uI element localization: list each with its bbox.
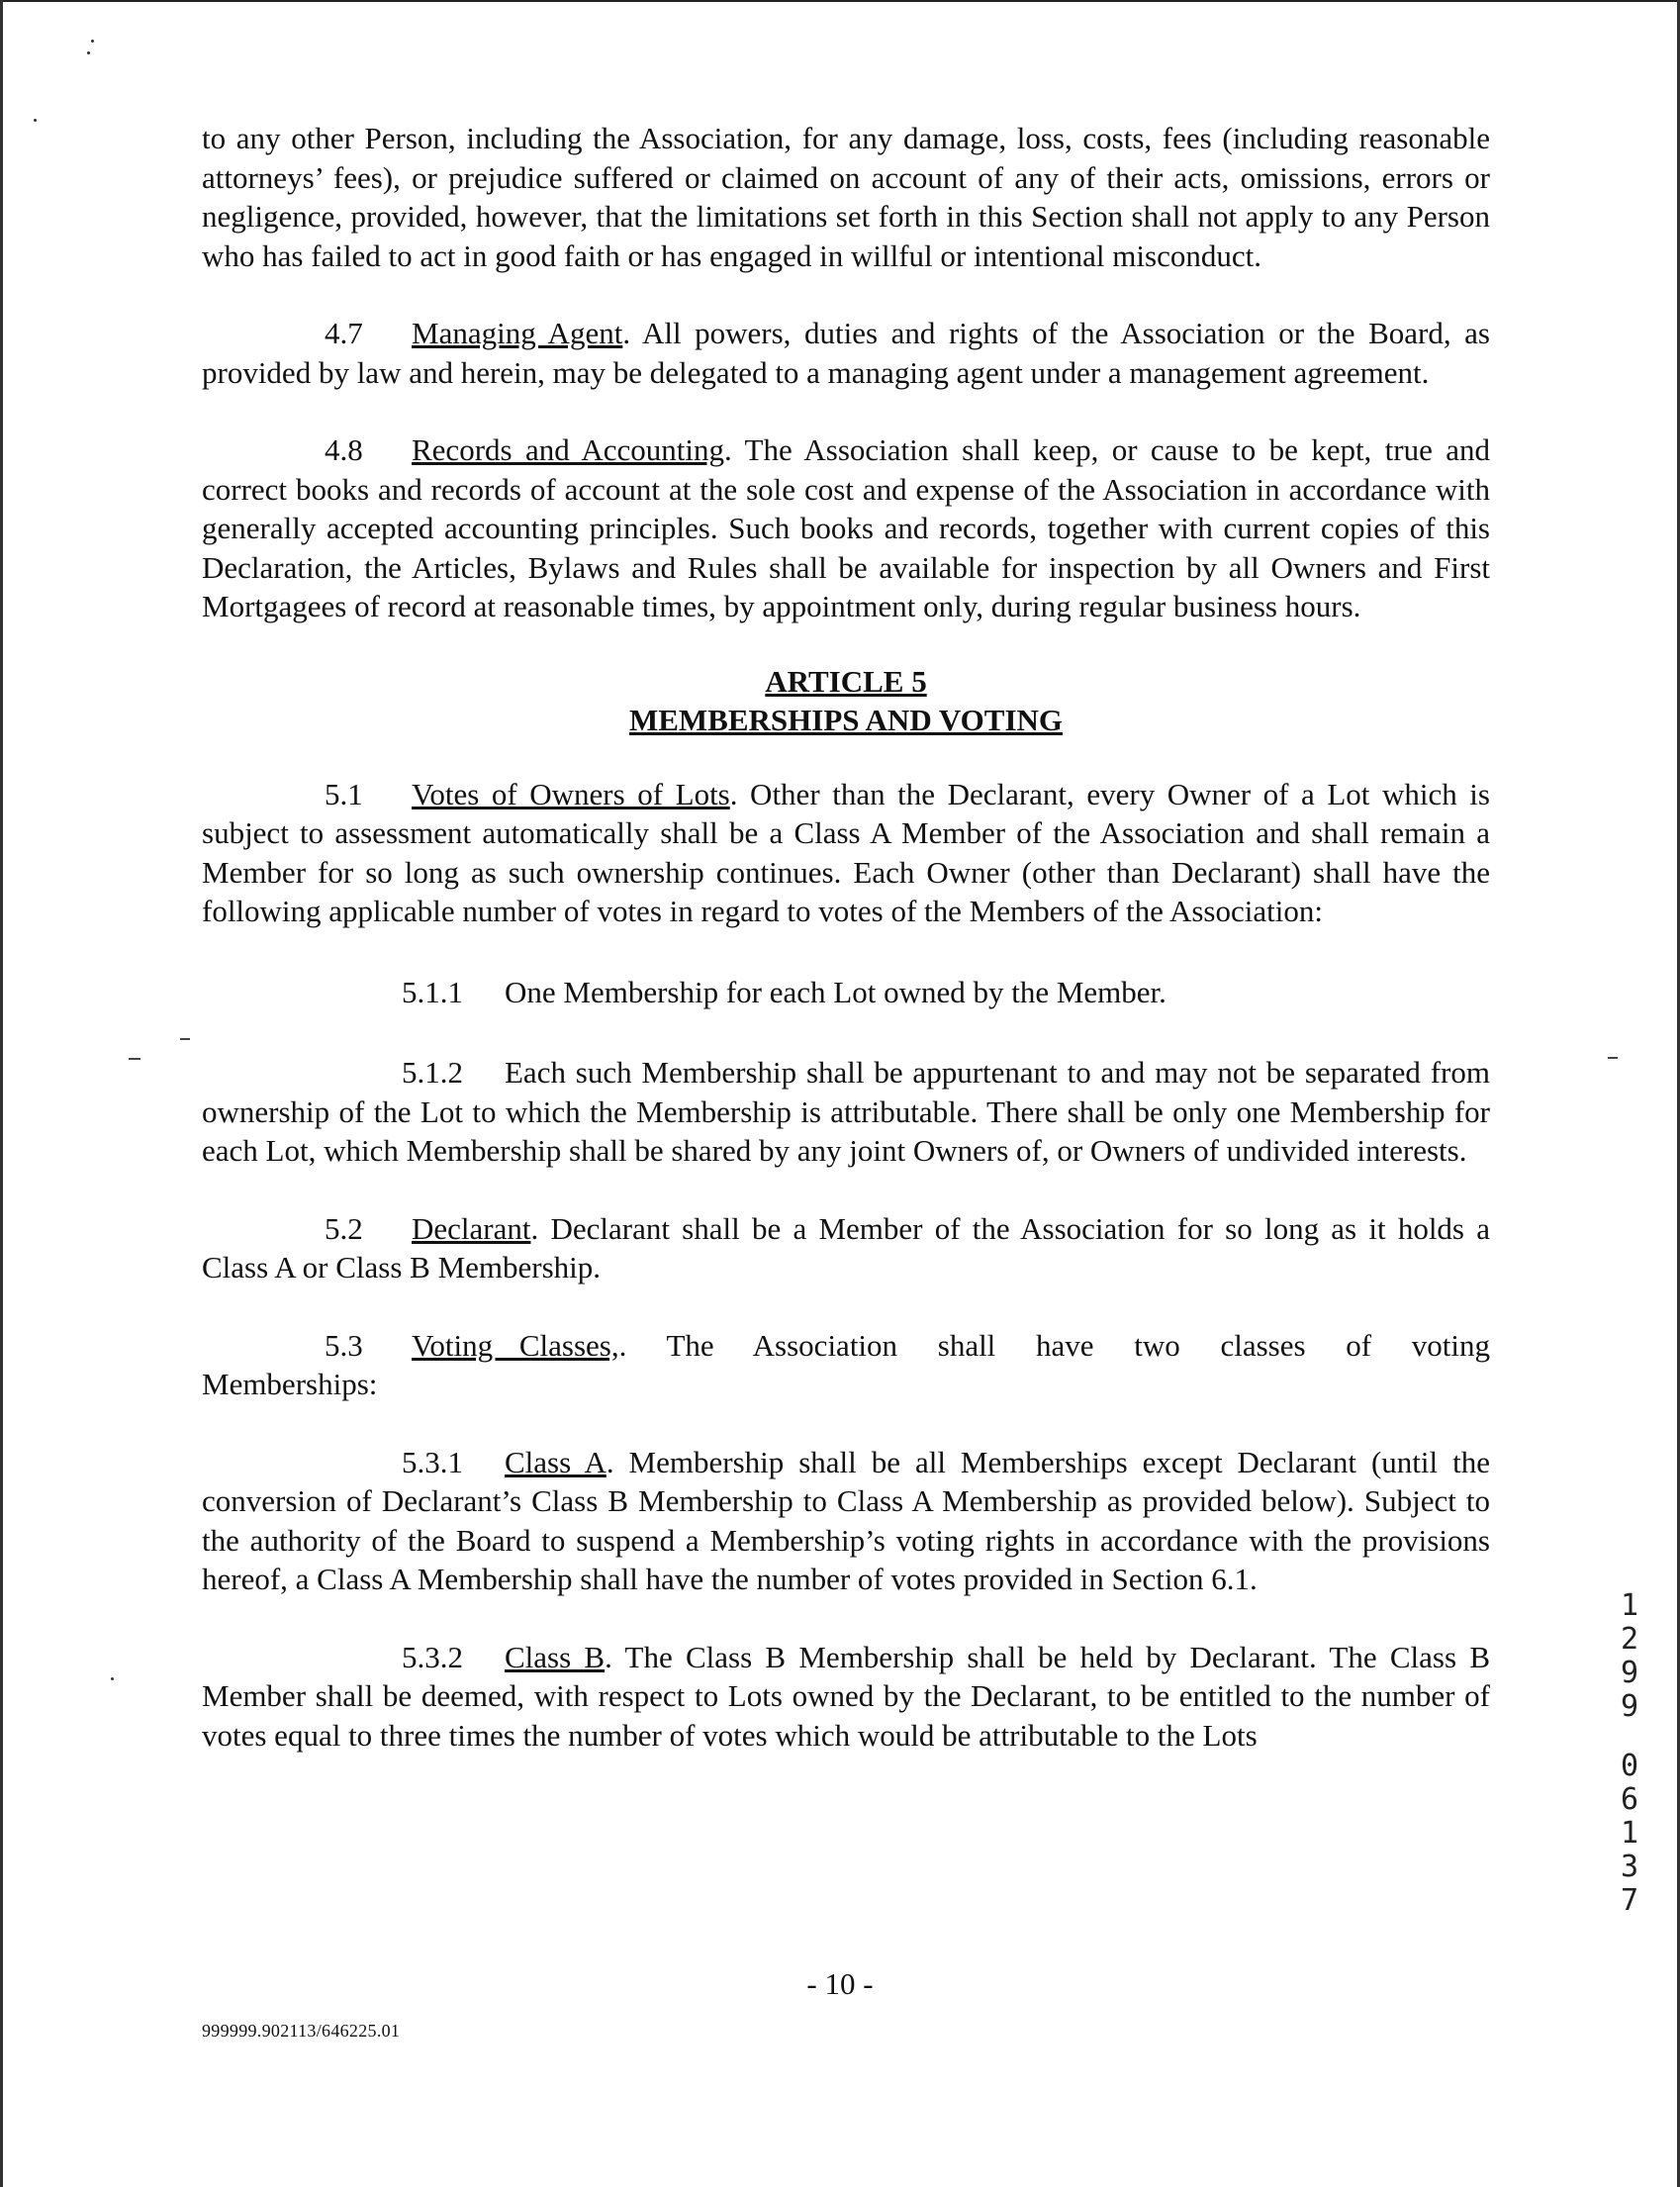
page-left-edge — [0, 0, 3, 2187]
page-top-edge — [0, 0, 1680, 2]
stamp-digit: 1 — [1620, 1588, 1639, 1623]
stamp-digit: 1 — [1620, 1816, 1639, 1851]
section-4-6-continuation: to any other Person, including the Association, for any damage, loss, costs, fees (including reasonable attorneys’ fees), or prejudice suffered or claimed on account of any of their acts, omissions, errors or negligence, provided, however, that the limitations set forth in this Section shall not apply to any Person who has failed to act in good faith or has engaged in willful or intentional misconduct. — [202, 121, 1490, 273]
section-5-3-2 — [202, 1638, 1490, 1756]
stamp-digit: 7 — [1620, 1883, 1639, 1918]
section-number: 5.3.2 — [402, 1639, 463, 1674]
scan-speck — [91, 40, 94, 43]
section-body: . Other than the Declarant, every Owner of a Lot which is subject to assessment automatically shall be a Class A Member of the Association and shall remain a Member for so long as such ownership continues. Each Owner (other than Declarant) shall have the following applicable number of votes in regard to votes of the Members of the Association: — [202, 776, 1490, 928]
section-title: Voting Classes, — [412, 1327, 619, 1363]
section-title: Records and Accounting — [412, 432, 724, 467]
article-number: ARTICLE 5 — [765, 663, 927, 699]
section-body: . The Association shall keep, or cause to be kept, true and correct books and records of account at the sole cost and expense of the Association in accordance with generally accepted accounting principles. Such books and records, together with current copies of this Declaration, the Articles, Bylaws and Rules shall be available for inspection by all Owners and First Mortgagees of record at reasonable times, by appointment only, during regular business hours. — [202, 432, 1490, 623]
recording-number-stamp — [1615, 1589, 1644, 1918]
section-5-2 — [202, 1209, 1490, 1287]
scan-dash — [180, 1038, 190, 1040]
section-5-1-2 — [202, 1053, 1490, 1171]
stamp-digit: 0 — [1620, 1749, 1639, 1783]
document-body — [202, 119, 1490, 1755]
stamp-digit: 9 — [1620, 1656, 1639, 1690]
document-code: 999999.902113/646225.01 — [202, 2021, 401, 2041]
section-number: 4.8 — [325, 432, 363, 467]
section-number: 5.1.1 — [402, 974, 463, 1009]
section-number: 5.1 — [325, 776, 363, 811]
section-number: 4.7 — [325, 316, 363, 350]
section-5-3 — [202, 1326, 1490, 1404]
section-body: . Declarant shall be a Member of the Association for so long as it holds a Class A or Class B Membership. — [202, 1210, 1490, 1284]
section-4-8 — [202, 430, 1490, 626]
section-body: . Membership shall be all Memberships except Declarant (until the conversion of Declarant’s Class B Membership to Class A Membership as provided below). Subject to the authority of the Board to suspend a Membership’s voting rights in accordance with the provisions hereof, a Class A Membership shall have the number of votes provided in Section 6.1. — [202, 1444, 1490, 1596]
section-body: . All powers, duties and rights of the Association or the Board, as provided by law and herein, may be delegated to a managing agent under a management agreement. — [202, 316, 1490, 390]
section-4-7 — [202, 314, 1490, 392]
section-5-1-1 — [202, 973, 1490, 1012]
article-title: MEMBERSHIPS AND VOTING — [628, 702, 1064, 737]
section-5-1 — [202, 775, 1490, 931]
scan-dash — [129, 1058, 140, 1060]
stamp-digit: 2 — [1620, 1622, 1639, 1657]
scan-speck — [87, 51, 90, 54]
section-title: Class B — [505, 1639, 606, 1674]
section-body: . The Class B Membership shall be held by Declarant. The Class B Member shall be deemed, with respect to Lots owned by the Declarant, to be entitled to the number of votes equal to three times the number of votes which would be attributable to the Lots — [202, 1639, 1490, 1753]
section-number: 5.2 — [325, 1210, 363, 1246]
section-5-3-1 — [202, 1443, 1490, 1599]
section-number: 5.3 — [325, 1327, 363, 1363]
section-number: 5.1.2 — [402, 1055, 463, 1090]
section-body: One Membership for each Lot owned by the Member. — [505, 974, 1167, 1009]
stamp-digit: 3 — [1620, 1850, 1639, 1884]
section-body: Each such Membership shall be appurtenant to and may not be separated from ownership of the Lot to which the Membership is attributable. There shall be only one Membership for each Lot, which Membership shall be shared by any joint Owners of, or Owners of undivided interests. — [202, 1055, 1490, 1168]
page-number: - 10 - — [806, 1966, 874, 2001]
scan-speck — [34, 119, 37, 122]
scan-speck — [111, 1677, 114, 1680]
section-body: . The Association shall have two classes of voting Memberships: — [202, 1327, 1490, 1401]
stamp-digit: 9 — [1620, 1689, 1639, 1724]
stamp-digit: 6 — [1620, 1782, 1639, 1817]
section-title: Declarant — [412, 1210, 531, 1246]
section-title: Votes of Owners of Lots — [412, 776, 730, 811]
section-number: 5.3.1 — [402, 1444, 463, 1479]
section-title: Class A — [505, 1444, 607, 1479]
section-title: Managing Agent — [412, 316, 623, 350]
scan-dash — [1608, 1057, 1618, 1059]
